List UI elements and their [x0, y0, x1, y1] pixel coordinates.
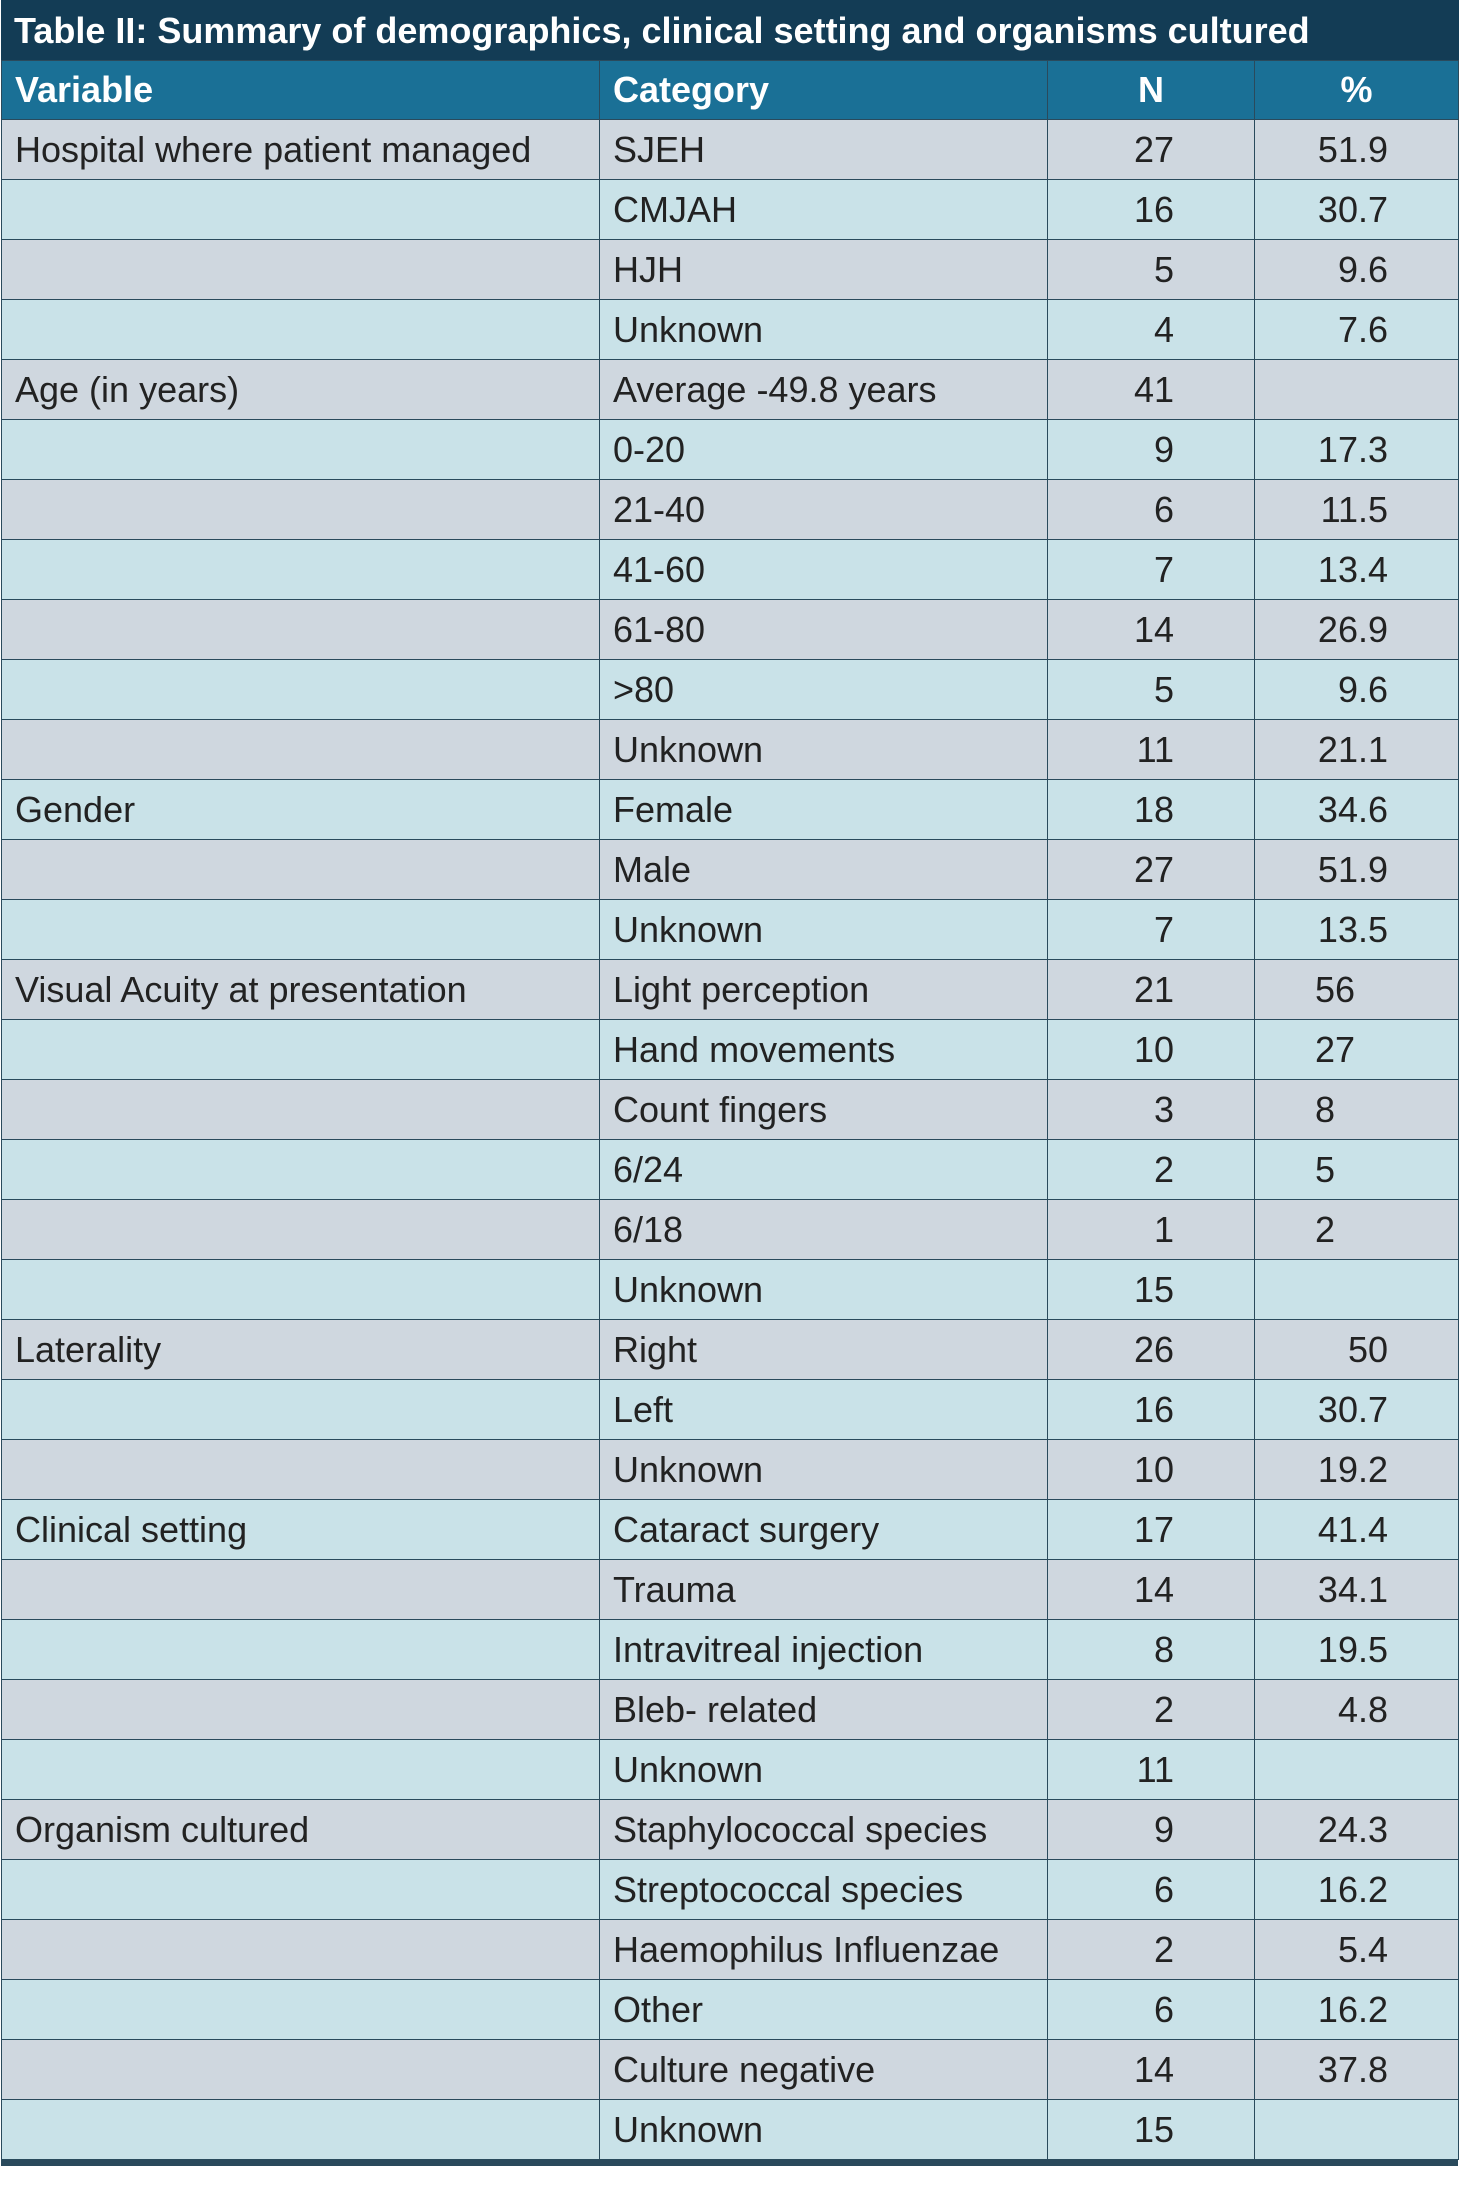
cell-percent: 16.2 [1255, 1860, 1459, 1920]
cell-variable [2, 1080, 600, 1140]
cell-category: Bleb- related [600, 1680, 1048, 1740]
cell-percent [1255, 360, 1459, 420]
cell-variable [2, 840, 600, 900]
summary-table [1, 0, 1459, 2160]
cell-category: SJEH [600, 120, 1048, 180]
cell-category: Female [600, 780, 1048, 840]
cell-percent: 50 [1255, 1320, 1459, 1380]
table-row [2, 1740, 1459, 1800]
cell-n: 1 [1048, 1200, 1255, 1260]
cell-n: 14 [1048, 2040, 1255, 2100]
cell-category: Unknown [600, 300, 1048, 360]
cell-percent: 11.5 [1255, 480, 1459, 540]
table-row [2, 2040, 1459, 2100]
cell-category: 6/18 [600, 1200, 1048, 1260]
cell-n: 5 [1048, 660, 1255, 720]
cell-category: HJH [600, 240, 1048, 300]
cell-category: Unknown [600, 900, 1048, 960]
cell-category: Unknown [600, 720, 1048, 780]
cell-n: 5 [1048, 240, 1255, 300]
cell-variable: Age (in years) [2, 360, 600, 420]
cell-percent: 30.7 [1255, 180, 1459, 240]
cell-percent: 34.6 [1255, 780, 1459, 840]
cell-percent: 41.4 [1255, 1500, 1459, 1560]
cell-variable [2, 1560, 600, 1620]
cell-percent: 56 [1255, 960, 1459, 1020]
cell-category: 21-40 [600, 480, 1048, 540]
cell-percent: 7.6 [1255, 300, 1459, 360]
table-row [2, 840, 1459, 900]
cell-n: 2 [1048, 1680, 1255, 1740]
cell-percent: 30.7 [1255, 1380, 1459, 1440]
header-percent: % [1255, 61, 1459, 120]
table-row [2, 1560, 1459, 1620]
cell-category: Other [600, 1980, 1048, 2040]
cell-variable [2, 600, 600, 660]
table-row [2, 1200, 1459, 1260]
cell-percent: 4.8 [1255, 1680, 1459, 1740]
cell-n: 15 [1048, 1260, 1255, 1320]
cell-percent: 27 [1255, 1020, 1459, 1080]
cell-variable [2, 540, 600, 600]
cell-category: Unknown [600, 1260, 1048, 1320]
table-row [2, 1020, 1459, 1080]
cell-n: 6 [1048, 1980, 1255, 2040]
cell-variable [2, 1920, 600, 1980]
cell-percent: 51.9 [1255, 840, 1459, 900]
cell-category: Unknown [600, 1740, 1048, 1800]
cell-n: 11 [1048, 1740, 1255, 1800]
cell-percent: 17.3 [1255, 420, 1459, 480]
table-row [2, 1980, 1459, 2040]
cell-n: 7 [1048, 540, 1255, 600]
cell-variable [2, 480, 600, 540]
table-row [2, 720, 1459, 780]
cell-variable [2, 1440, 600, 1500]
cell-variable: Hospital where patient managed [2, 120, 600, 180]
table-row [2, 660, 1459, 720]
cell-percent: 8 [1255, 1080, 1459, 1140]
cell-category: 41-60 [600, 540, 1048, 600]
cell-variable [2, 1680, 600, 1740]
table-row [2, 120, 1459, 180]
cell-percent [1255, 1740, 1459, 1800]
cell-n: 9 [1048, 420, 1255, 480]
cell-n: 7 [1048, 900, 1255, 960]
cell-n: 16 [1048, 180, 1255, 240]
cell-n: 6 [1048, 1860, 1255, 1920]
cell-n: 15 [1048, 2100, 1255, 2160]
cell-percent: 37.8 [1255, 2040, 1459, 2100]
table-caption: Table II: Summary of demographics, clinical setting and organisms cultured [1, 0, 1459, 60]
cell-percent: 21.1 [1255, 720, 1459, 780]
cell-n: 16 [1048, 1380, 1255, 1440]
cell-variable [2, 300, 600, 360]
cell-n: 14 [1048, 600, 1255, 660]
cell-variable [2, 1140, 600, 1200]
cell-n: 27 [1048, 840, 1255, 900]
cell-variable [2, 720, 600, 780]
cell-variable [2, 2040, 600, 2100]
cell-category: 0-20 [600, 420, 1048, 480]
cell-percent: 13.5 [1255, 900, 1459, 960]
table-body [2, 120, 1459, 2160]
cell-variable [2, 240, 600, 300]
cell-n: 26 [1048, 1320, 1255, 1380]
cell-variable [2, 1200, 600, 1260]
cell-category: Streptococcal species [600, 1860, 1048, 1920]
cell-variable [2, 1380, 600, 1440]
cell-category: Unknown [600, 2100, 1048, 2160]
cell-category: Culture negative [600, 2040, 1048, 2100]
cell-category: Right [600, 1320, 1048, 1380]
table-row [2, 2100, 1459, 2160]
cell-percent: 34.1 [1255, 1560, 1459, 1620]
cell-percent: 13.4 [1255, 540, 1459, 600]
cell-percent [1255, 1260, 1459, 1320]
cell-percent: 5.4 [1255, 1920, 1459, 1980]
cell-category: Unknown [600, 1440, 1048, 1500]
table-row [2, 540, 1459, 600]
cell-percent: 9.6 [1255, 240, 1459, 300]
header-n: N [1048, 61, 1255, 120]
table-row [2, 1140, 1459, 1200]
cell-percent: 24.3 [1255, 1800, 1459, 1860]
header-row [2, 61, 1459, 120]
cell-variable: Visual Acuity at presentation [2, 960, 600, 1020]
cell-n: 10 [1048, 1440, 1255, 1500]
cell-variable: Gender [2, 780, 600, 840]
cell-variable [2, 2100, 600, 2160]
table-row [2, 600, 1459, 660]
cell-variable [2, 1260, 600, 1320]
table-row [2, 360, 1459, 420]
table-row [2, 240, 1459, 300]
cell-n: 9 [1048, 1800, 1255, 1860]
cell-category: Intravitreal injection [600, 1620, 1048, 1680]
cell-category: Male [600, 840, 1048, 900]
cell-variable [2, 180, 600, 240]
cell-variable [2, 1740, 600, 1800]
cell-percent: 16.2 [1255, 1980, 1459, 2040]
cell-n: 8 [1048, 1620, 1255, 1680]
cell-category: >80 [600, 660, 1048, 720]
cell-n: 2 [1048, 1140, 1255, 1200]
cell-variable [2, 1980, 600, 2040]
cell-category: Left [600, 1380, 1048, 1440]
table-row [2, 1620, 1459, 1680]
table-row [2, 1800, 1459, 1860]
header-variable: Variable [2, 61, 600, 120]
cell-category: Trauma [600, 1560, 1048, 1620]
cell-n: 18 [1048, 780, 1255, 840]
cell-variable [2, 1620, 600, 1680]
table-row [2, 1440, 1459, 1500]
cell-variable [2, 1860, 600, 1920]
cell-variable: Organism cultured [2, 1800, 600, 1860]
cell-category: Hand movements [600, 1020, 1048, 1080]
cell-category: Average -49.8 years [600, 360, 1048, 420]
cell-n: 6 [1048, 480, 1255, 540]
cell-percent: 19.2 [1255, 1440, 1459, 1500]
cell-category: Light perception [600, 960, 1048, 1020]
table-row [2, 1500, 1459, 1560]
cell-category: Count fingers [600, 1080, 1048, 1140]
cell-percent: 26.9 [1255, 600, 1459, 660]
cell-percent: 5 [1255, 1140, 1459, 1200]
table-row [2, 180, 1459, 240]
cell-category: 61-80 [600, 600, 1048, 660]
cell-percent: 19.5 [1255, 1620, 1459, 1680]
cell-category: Staphylococcal species [600, 1800, 1048, 1860]
table-row [2, 1260, 1459, 1320]
cell-n: 14 [1048, 1560, 1255, 1620]
table-row [2, 300, 1459, 360]
cell-n: 41 [1048, 360, 1255, 420]
cell-n: 10 [1048, 1020, 1255, 1080]
cell-variable [2, 900, 600, 960]
cell-n: 11 [1048, 720, 1255, 780]
cell-percent: 2 [1255, 1200, 1459, 1260]
cell-variable: Clinical setting [2, 1500, 600, 1560]
cell-variable [2, 1020, 600, 1080]
table-row [2, 1680, 1459, 1740]
cell-n: 21 [1048, 960, 1255, 1020]
cell-variable [2, 420, 600, 480]
cell-n: 17 [1048, 1500, 1255, 1560]
table-row [2, 780, 1459, 840]
cell-category: CMJAH [600, 180, 1048, 240]
cell-n: 3 [1048, 1080, 1255, 1140]
table-row [2, 960, 1459, 1020]
cell-n: 27 [1048, 120, 1255, 180]
table-row [2, 1320, 1459, 1380]
table-row [2, 1380, 1459, 1440]
table-row [2, 420, 1459, 480]
cell-category: Cataract surgery [600, 1500, 1048, 1560]
cell-variable [2, 660, 600, 720]
cell-variable: Laterality [2, 1320, 600, 1380]
table-row [2, 1920, 1459, 1980]
table-row [2, 480, 1459, 540]
cell-n: 2 [1048, 1920, 1255, 1980]
cell-percent: 9.6 [1255, 660, 1459, 720]
cell-category: Haemophilus Influenzae [600, 1920, 1048, 1980]
table-row [2, 900, 1459, 960]
header-category: Category [600, 61, 1048, 120]
cell-n: 4 [1048, 300, 1255, 360]
table-container [1, 0, 1458, 2166]
cell-percent [1255, 2100, 1459, 2160]
cell-percent: 51.9 [1255, 120, 1459, 180]
table-row [2, 1080, 1459, 1140]
cell-category: 6/24 [600, 1140, 1048, 1200]
table-row [2, 1860, 1459, 1920]
